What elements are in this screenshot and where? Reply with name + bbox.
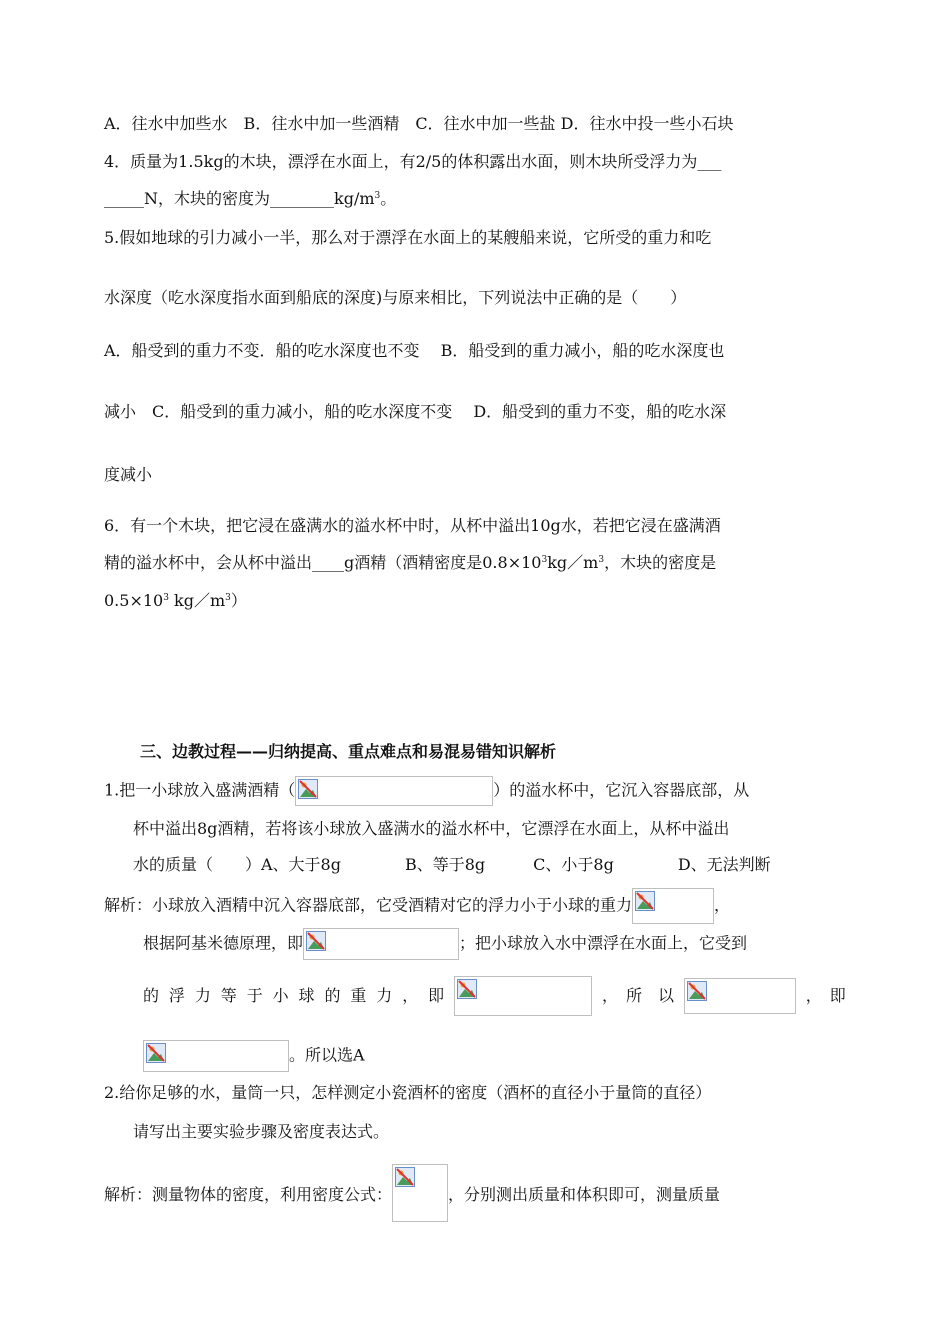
q4-line-2: _____N，木块的密度为$\_\_\_\_\_\_\_\_kg/m^3$。 xyxy=(104,189,397,208)
q5-line-1: 5.假如地球的引力减小一半，那么对于漂浮在水面上的某艘船来说，它所受的重力和吃 xyxy=(104,228,712,247)
p1-solution-4: 。所以选A xyxy=(143,1040,365,1072)
q5-line-4: 减小 C．船受到的重力减小，船的吃水深度不变 D．船受到的重力不变，船的吃水深 xyxy=(104,402,727,421)
q5-line-3: A．船受到的重力不变．船的吃水深度也不变 B．船受到的重力减小，船的吃水深度也 xyxy=(104,341,725,360)
formula-image xyxy=(295,776,493,806)
broken-image-icon xyxy=(457,979,477,999)
formula-image xyxy=(143,1040,289,1072)
broken-image-icon xyxy=(687,981,707,1001)
broken-image-icon xyxy=(635,891,655,911)
q5-line-5: 度减小 xyxy=(104,465,153,484)
p1-solution-3: 的 浮 力 等 于 小 球 的 重 力 ， 即 ， 所 以 ， 即 xyxy=(143,976,846,1016)
p2-line-2: 请写出主要实验步骤及密度表达式。 xyxy=(133,1122,390,1141)
p1-line-3: 水的质量（ ）A、大于8g B、等于8g C、小于8g D、无法判断 xyxy=(133,855,771,874)
formula-image xyxy=(632,888,714,924)
formula-image xyxy=(454,976,592,1016)
formula-image xyxy=(303,928,459,960)
formula-image xyxy=(684,978,796,1014)
q6-line-2: 精的溢水杯中，会从杯中溢出____g酒精（酒精密度是$0.8\times 10^3kg/m^3$，木块的密度是 xyxy=(104,553,717,572)
p2-line-1: 2.给你足够的水，量筒一只，怎样测定小瓷酒杯的密度（酒杯的直径小于量筒的直径） xyxy=(104,1083,712,1102)
broken-image-icon xyxy=(306,931,326,951)
formula-image xyxy=(392,1164,448,1222)
broken-image-icon xyxy=(298,779,318,799)
p2-solution-1: 解析：测量物体的密度，利用密度公式： ，分别测出质量和体积即可，测量质量 xyxy=(104,1164,720,1222)
section-heading: 三、边教过程——归纳提高、重点难点和易混易错知识解析 xyxy=(140,742,557,761)
p1-solution-2: 根据阿基米德原理，即 ；把小球放入水中漂浮在水面上，它受到 xyxy=(143,928,747,960)
broken-image-icon xyxy=(395,1167,415,1187)
p1-line-2: 杯中溢出8g酒精，若将该小球放入盛满水的溢水杯中，它漂浮在水面上，从杯中溢出 xyxy=(133,819,730,838)
p1-line-1: 1.把一小球放入盛满酒精（ ）的溢水杯中，它沉入容器底部，从 xyxy=(104,776,749,806)
broken-image-icon xyxy=(146,1043,166,1063)
q4-line-1: 4．质量为1.5kg的木块，漂浮在水面上，有2/5的体积露出水面，则木块所受浮力为___ xyxy=(104,152,722,171)
q5-line-2: 水深度（吃水深度指水面到船底的深度)与原来相比，下列说法中正确的是（ ） xyxy=(104,288,687,307)
p1-solution-1: 解析：小球放入酒精中沉入容器底部，它受酒精对它的浮力小于小球的重力 ， xyxy=(104,888,730,924)
q6-line-1: 6．有一个木块，把它浸在盛满水的溢水杯中时，从杯中溢出10g水，若把它浸在盛满酒 xyxy=(104,516,721,535)
q3-options: A．往水中加些水 B．往水中加一些酒精 C．往水中加一些盐 D．往水中投一些小石块 xyxy=(104,114,734,133)
q6-line-3: $0.5\times 10^3$ $kg/m^3$） xyxy=(104,591,247,610)
